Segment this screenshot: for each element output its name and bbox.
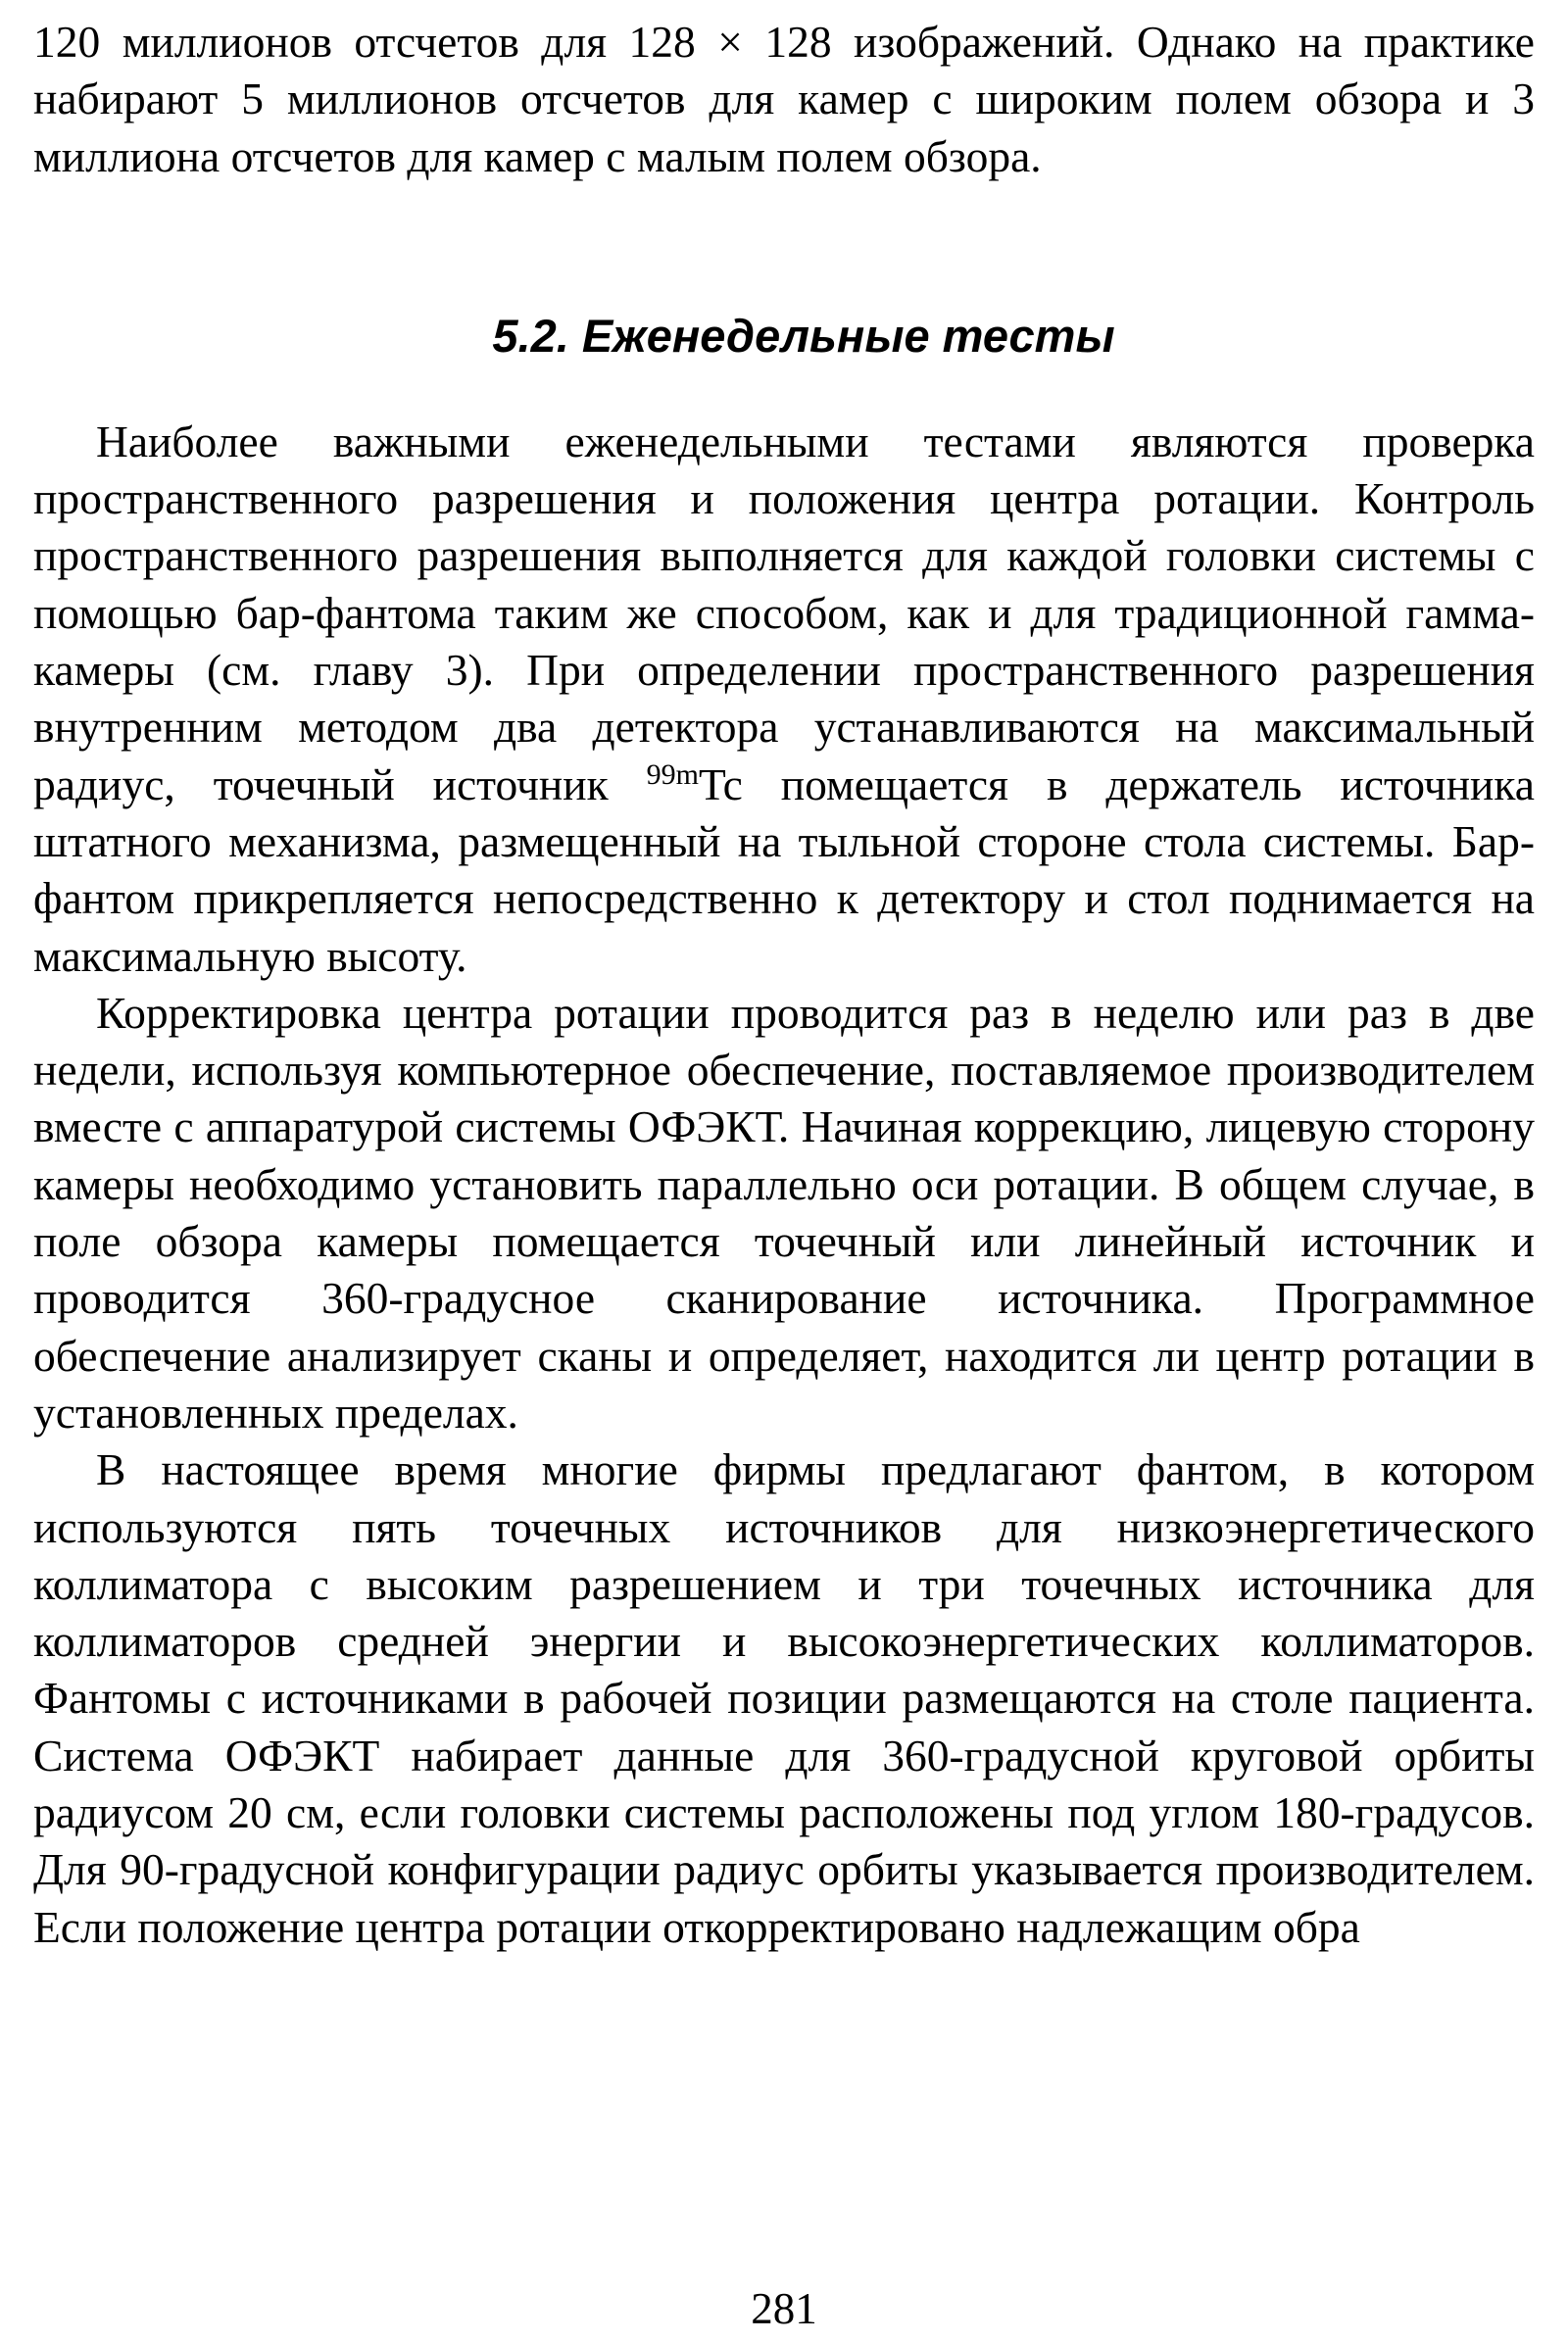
paragraph-center-of-rotation: Корректировка центра ротации проводится раз в неделю или раз в две недели, используя компьютерное обеспечение, поставляемое производителем вместе с аппаратурой системы ОФЭКТ. Начиная коррекцию, лицевую сторону камеры необходимо установить параллельно оси ротации. В общем случае, в поле обзора камеры помещается точечный или линейный источник и проводится 360-градусное сканирование источника. Программное обеспечение анализирует сканы и определяет, находится ли центр ротации в установленных пределах. [33, 987, 1535, 1438]
page-number: 281 [751, 2284, 817, 2333]
paragraph-text-start: Наиболее важными еженедельными тестами являются проверка пространственного разрешения и положения центра ротации. Контроль пространственного разрешения выполняется для каждой головки системы с помощью бар-фантома таким же способом, как и для традиционной гамма-камеры (см. главу 3). При определении пространственного разрешения внутренним методом два детектора устанавливаются на максимальный радиус, точечный источник [33, 415, 1535, 809]
page-content [33, 14, 1535, 1956]
intro-paragraph: 120 миллионов отсчетов для 128 × 128 изображений. Однако на практике набирают 5 миллионов отсчетов для камер с широким полем обзора и 3 миллиона отсчетов для камер с малым полем обзора. [33, 17, 1535, 181]
section-heading: 5.2. Еженедельные тесты [492, 309, 1115, 362]
isotope-superscript: 99m [646, 757, 700, 791]
paragraph-weekly-tests [33, 414, 1535, 985]
paragraph-text-end: Tc помещается в держатель источника штатного механизма, размещенный на тыльной стороне стола системы. Бар-фантом прикрепляется непосредственно к детектору и стол поднимается на максимальную высоту. [33, 758, 1536, 981]
paragraph-phantom: В настоящее время многие фирмы предлагают фантом, в котором используются пять точечных источников для низкоэнергетического коллиматора с высоким разрешением и три точечных источника для коллиматоров средней энергии и высокоэнергетических коллиматоров. Фантомы с источниками в рабочей позиции размещаются на столе пациента. Система ОФЭКТ набирает данные для 360-градусной круговой орбиты радиусом 20 см, если головки системы расположены под углом 180-градусов. Для 90-градусной конфигурации радиус орбиты указывается производителем. Если положение центра ротации откорректировано надлежащим обра [33, 1444, 1535, 1952]
